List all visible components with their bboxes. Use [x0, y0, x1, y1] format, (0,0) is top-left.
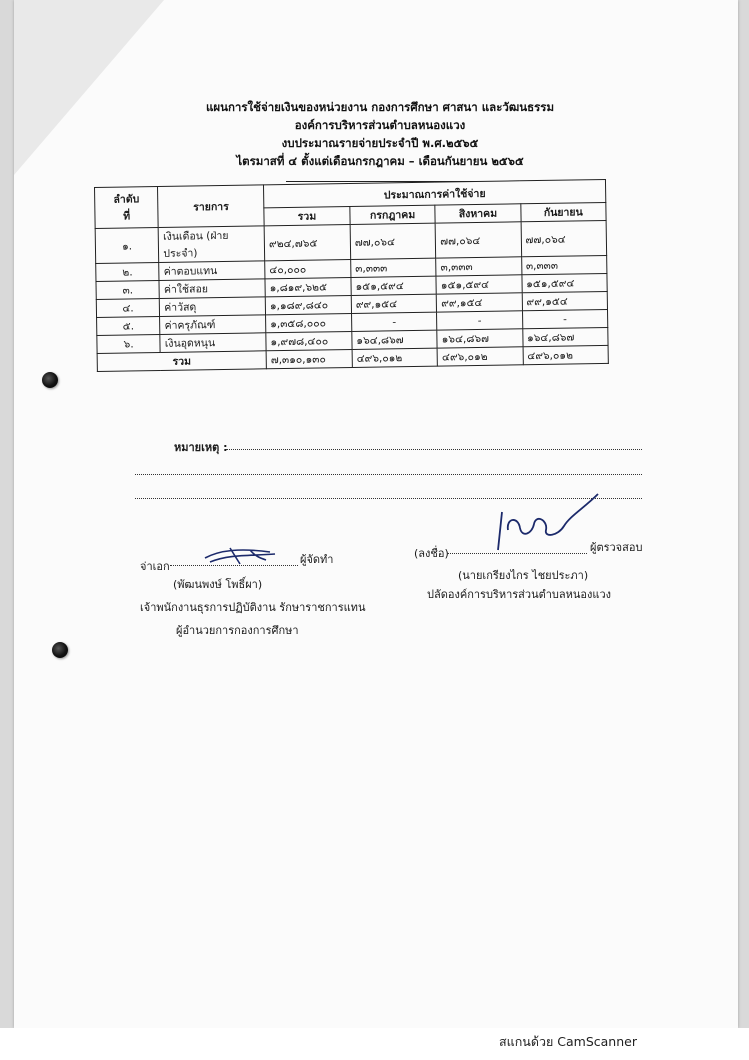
row-total: ๑,๑๘๙,๘๔๐ [265, 295, 351, 314]
row-number: ๔. [96, 298, 160, 317]
header-group: ประมาณการค่าใช้จ่าย [264, 179, 606, 207]
left-signer-name: (พัฒนพงษ์ โพธิ์ผา) [173, 578, 263, 591]
punch-hole-icon [42, 372, 58, 388]
row-july: ๓,๓๓๓ [351, 258, 437, 277]
document-title [160, 98, 600, 170]
row-august: ๙๙,๑๕๔ [437, 293, 523, 312]
right-signer-prefix: (ลงชื่อ) [414, 547, 449, 560]
title-line-2: องค์การบริหารส่วนตำบลหนองแวง [294, 118, 466, 132]
right-signature [488, 490, 603, 555]
remarks-line-2 [135, 474, 642, 475]
row-september: ๗๗,๐๖๔ [521, 220, 607, 256]
row-item: ค่าวัสดุ [160, 297, 266, 317]
header-august: สิงหาคม [435, 204, 521, 223]
header-order [95, 186, 159, 228]
row-august: ๗๗,๐๖๔ [435, 222, 521, 258]
row-july: ๗๗,๐๖๔ [350, 223, 436, 259]
title-line-4: ไตรมาสที่ ๔ ตั้งแต่เดือนกรกฎาคม – เดือนกันยายน ๒๕๖๕ [236, 154, 524, 168]
folded-corner [14, 0, 164, 175]
right-signer-role: ผู้ตรวจสอบ [590, 541, 643, 554]
row-september: - [522, 309, 608, 328]
row-september: ๓,๓๓๓ [521, 255, 607, 274]
right-signer-name: (นายเกรียงไกร ไชยประภา) [458, 569, 589, 582]
row-number: ๑. [95, 227, 159, 263]
total-sum: ๗,๓๑๐,๑๓๐ [266, 349, 352, 368]
header-july: กรกฎาคม [350, 205, 436, 224]
scanner-watermark: สแกนด้วย CamScanner [499, 1034, 637, 1049]
left-signer-position-2: ผู้อำนวยการกองการศึกษา [176, 624, 299, 637]
row-number: ๓. [96, 280, 160, 299]
total-august: ๔๙๖,๐๑๒ [437, 347, 523, 366]
title-line-3: งบประมาณรายจ่ายประจำปี พ.ศ.๒๕๖๕ [281, 136, 479, 150]
remarks-label: หมายเหตุ : [174, 441, 228, 454]
row-august: ๑๖๔,๘๖๗ [437, 329, 523, 348]
row-total: ๑,๘๑๙,๖๒๕ [265, 277, 351, 296]
header-order-label-2: ที่ [123, 210, 131, 223]
row-august: ๓,๓๓๓ [436, 257, 522, 276]
row-july: ๑๖๔,๘๖๗ [352, 330, 438, 349]
remarks-line-1 [226, 449, 642, 450]
row-number: ๒. [96, 262, 160, 281]
row-total: ๑,๓๕๘,๐๐๐ [266, 313, 352, 332]
row-number: ๕. [97, 316, 161, 335]
header-september: กันยายน [520, 202, 606, 221]
left-signer-prefix: จ่าเอก [140, 560, 170, 573]
punch-hole-icon [52, 642, 68, 658]
row-july: - [351, 312, 437, 331]
row-total: ๑,๙๗๘,๔๐๐ [266, 331, 352, 350]
row-september: ๑๕๑,๕๙๔ [522, 273, 608, 292]
budget-table [94, 179, 609, 372]
row-item: เงินเดือน (ฝ่ายประจำ) [158, 226, 264, 263]
row-item: ค่าครุภัณฑ์ [160, 315, 266, 335]
header-item: รายการ [158, 185, 264, 228]
row-total: ๔๐,๐๐๐ [265, 259, 351, 278]
header-order-label: ลำดับ [113, 193, 140, 206]
row-number: ๖. [97, 334, 161, 353]
row-item: เงินอุดหนุน [160, 333, 266, 353]
row-august: - [437, 311, 523, 330]
left-signature [200, 540, 280, 570]
row-item: ค่าใช้สอย [159, 279, 265, 299]
row-item: ค่าตอบแทน [159, 261, 265, 281]
row-total: ๙๒๔,๗๖๕ [264, 224, 350, 260]
row-july: ๑๕๑,๕๙๔ [351, 276, 437, 295]
left-signer-role: ผู้จัดทำ [300, 553, 334, 566]
total-september: ๔๙๖,๐๑๒ [523, 345, 609, 364]
title-line-1: แผนการใช้จ่ายเงินของหน่วยงาน กองการศึกษา ศาสนา และวัฒนธรรม [205, 100, 555, 114]
row-july: ๙๙,๑๕๔ [351, 294, 437, 313]
row-september: ๑๖๔,๘๖๗ [522, 327, 608, 346]
left-signer-position-1: เจ้าพนักงานธุรการปฏิบัติงาน รักษาราชการแทน [140, 601, 366, 614]
row-september: ๙๙,๑๕๔ [522, 291, 608, 310]
total-label: รวม [97, 351, 266, 372]
total-july: ๔๙๖,๐๑๒ [352, 348, 438, 367]
header-total: รวม [264, 206, 350, 225]
row-august: ๑๕๑,๕๙๔ [436, 275, 522, 294]
right-signer-position-1: ปลัดองค์การบริหารส่วนตำบลหนองแวง [427, 588, 612, 601]
